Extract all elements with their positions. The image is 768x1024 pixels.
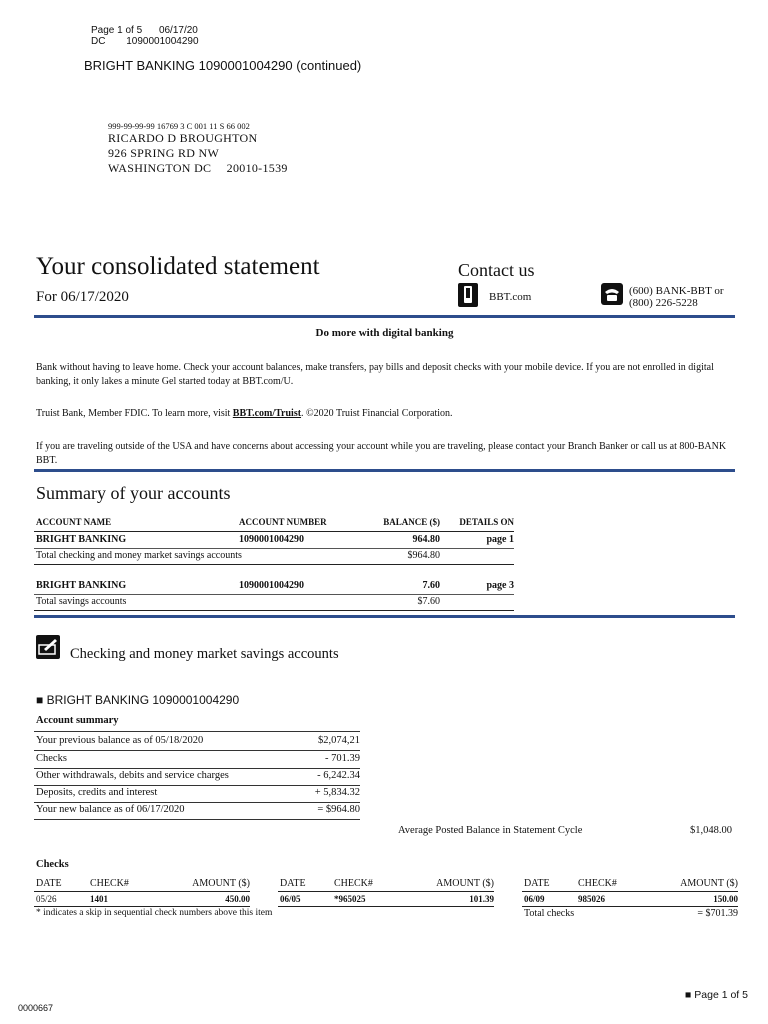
line-label: Other withdrawals, debits and service charges	[36, 770, 229, 781]
account-number: 1090001004290	[239, 534, 304, 545]
city-line	[108, 161, 288, 176]
total-value: $7.60	[417, 596, 440, 607]
col-check: CHECK#	[334, 878, 373, 889]
account-name: BRIGHT BANKING	[36, 534, 127, 545]
continued-title: BRIGHT BANKING 1090001004290 (continued)	[84, 58, 362, 73]
check-amount: 150.00	[713, 894, 738, 904]
address-block	[108, 131, 288, 176]
check-number: *965025	[334, 894, 366, 904]
line-label: Your previous balance as of 05/18/2020	[36, 735, 204, 746]
line-value: - 701.39	[325, 753, 360, 764]
check-date: 05/26	[36, 894, 57, 904]
contact-website[interactable]: BBT.com	[489, 291, 532, 303]
checks-header-group-1	[34, 877, 250, 892]
check-date: 06/05	[280, 894, 301, 904]
average-balance-value: $1,048.00	[690, 825, 732, 836]
digital-paragraph-1: Bank without having to leave home. Check your account balances, make transfers, pay bills and deposit checks with your mobile device. If you are not enrolled in digital banking, it only lakes a minute Gel started today at BBT.com/U.	[36, 362, 714, 387]
digital-heading: Do more with digital banking	[315, 327, 454, 339]
account-number: 1090001004290	[239, 580, 304, 591]
zip-code: 20010-1539	[226, 161, 288, 175]
col-balance: BALANCE ($)	[383, 517, 440, 527]
phone-line-1: (600) BANK-BBT or	[629, 285, 724, 297]
digital-paragraph-2	[36, 407, 732, 421]
line-label: Checks	[36, 753, 67, 764]
summary-title: Summary of your accounts	[36, 483, 231, 503]
truist-link[interactable]: BBT.com/Truist	[232, 408, 302, 419]
phone-line-2: (800) 226-5228	[629, 297, 698, 309]
digital-paragraph-3: If you are traveling outside of the USA and have concerns about accessing your account while you are traveling, please contact your Branch Banker or call us at 800-BANK BBT.	[36, 441, 727, 466]
col-check: CHECK#	[90, 878, 129, 889]
checks-footnote: * indicates a skip in sequential check numbers above this item	[36, 908, 273, 918]
total-label: Total checking and money market savings accounts	[36, 550, 242, 561]
line-label: Your new balance as of 06/17/2020	[36, 804, 185, 815]
check-amount: 101.39	[469, 894, 494, 904]
col-account-number: ACCOUNT NUMBER	[239, 517, 327, 527]
divider-top	[34, 315, 735, 318]
summary-line-previous	[34, 733, 360, 751]
summary-line-withdrawals	[34, 768, 360, 786]
summary-line-checks	[34, 751, 360, 769]
statement-title: Your consolidated statement	[36, 253, 320, 280]
col-date: DATE	[524, 878, 550, 889]
checks-title: Checks	[36, 859, 69, 870]
line-value: - 6,242.34	[317, 770, 360, 781]
details-page-link[interactable]: page 1	[486, 534, 514, 545]
check-row	[278, 893, 494, 907]
summary-total-checking	[34, 548, 514, 565]
check-number: 985026	[578, 894, 605, 904]
account-summary-label: Account summary	[36, 715, 119, 726]
header-date: 06/17/20	[158, 25, 198, 36]
line-value: $2,074,21	[318, 735, 360, 746]
line-value: = $964.80	[317, 804, 360, 815]
contact-title: Contact us	[458, 260, 535, 280]
footer-code: 0000667	[18, 1003, 54, 1013]
col-account-name: ACCOUNT NAME	[36, 517, 112, 527]
checks-header-group-2	[278, 877, 494, 892]
divider-checking	[34, 615, 735, 618]
summary-row-checking	[34, 532, 514, 549]
col-details: DETAILS ON	[459, 517, 514, 527]
account-summary-top-rule	[34, 731, 360, 732]
col-date: DATE	[36, 878, 62, 889]
details-page-link[interactable]: page 3	[486, 580, 514, 591]
account-balance: 7.60	[422, 580, 440, 591]
city-state: WASHINGTON DC	[108, 161, 212, 175]
recipient-name: RICARDO D BROUGHTON	[108, 131, 258, 145]
summary-header-row	[34, 515, 514, 532]
summary-total-savings	[34, 594, 514, 611]
check-number: 1401	[90, 894, 108, 904]
page-indicator	[91, 25, 198, 36]
col-check: CHECK#	[578, 878, 617, 889]
checks-header-group-3	[522, 877, 738, 892]
check-row	[522, 893, 738, 907]
total-checks-label: Total checks	[524, 908, 575, 919]
telephone-icon	[601, 283, 623, 305]
summary-row-savings	[34, 578, 514, 595]
col-amount: AMOUNT ($)	[680, 878, 738, 889]
street-address: 926 SPRING RD NW	[108, 146, 220, 160]
total-checks-value: = $701.39	[697, 908, 738, 919]
summary-line-new-balance	[34, 802, 360, 820]
total-label: Total savings accounts	[36, 596, 127, 607]
footer-page: ■ Page 1 of 5	[685, 989, 748, 1001]
checking-account-line: ■ BRIGHT BANKING 1090001004290	[36, 693, 240, 707]
col-amount: AMOUNT ($)	[436, 878, 494, 889]
routing-line: 999-99-99-99 16769 3 C 001 11 S 66 002	[108, 121, 250, 131]
average-balance-label: Average Posted Balance in Statement Cycle	[398, 825, 583, 836]
line-value: + 5,834.32	[314, 787, 360, 798]
col-date: DATE	[280, 878, 306, 889]
statement-date: For 06/17/2020	[36, 289, 129, 305]
check-date: 06/09	[524, 894, 545, 904]
header-account: 1090001004290	[126, 36, 199, 47]
line-label: Deposits, credits and interest	[36, 787, 158, 798]
summary-line-deposits	[34, 785, 360, 803]
contact-phone	[629, 285, 724, 309]
col-amount: AMOUNT ($)	[192, 878, 250, 889]
account-name: BRIGHT BANKING	[36, 580, 127, 591]
header-code: DC	[91, 36, 106, 47]
checkbook-icon	[36, 635, 60, 659]
divider-summary	[34, 469, 735, 472]
checking-section-title: Checking and money market savings accounts	[70, 646, 339, 662]
check-row	[34, 893, 250, 907]
mobile-phone-icon	[458, 283, 478, 307]
para2-prefix: Truist Bank, Member FDIC. To learn more, visit	[36, 408, 233, 419]
page-line: Page 1 of 5	[91, 25, 143, 36]
para2-suffix: . ©2020 Truist Financial Corporation.	[301, 408, 453, 419]
total-value: $964.80	[407, 550, 440, 561]
account-balance: 964.80	[412, 534, 440, 545]
header-code-line	[91, 36, 199, 47]
check-amount: 450.00	[225, 894, 250, 904]
